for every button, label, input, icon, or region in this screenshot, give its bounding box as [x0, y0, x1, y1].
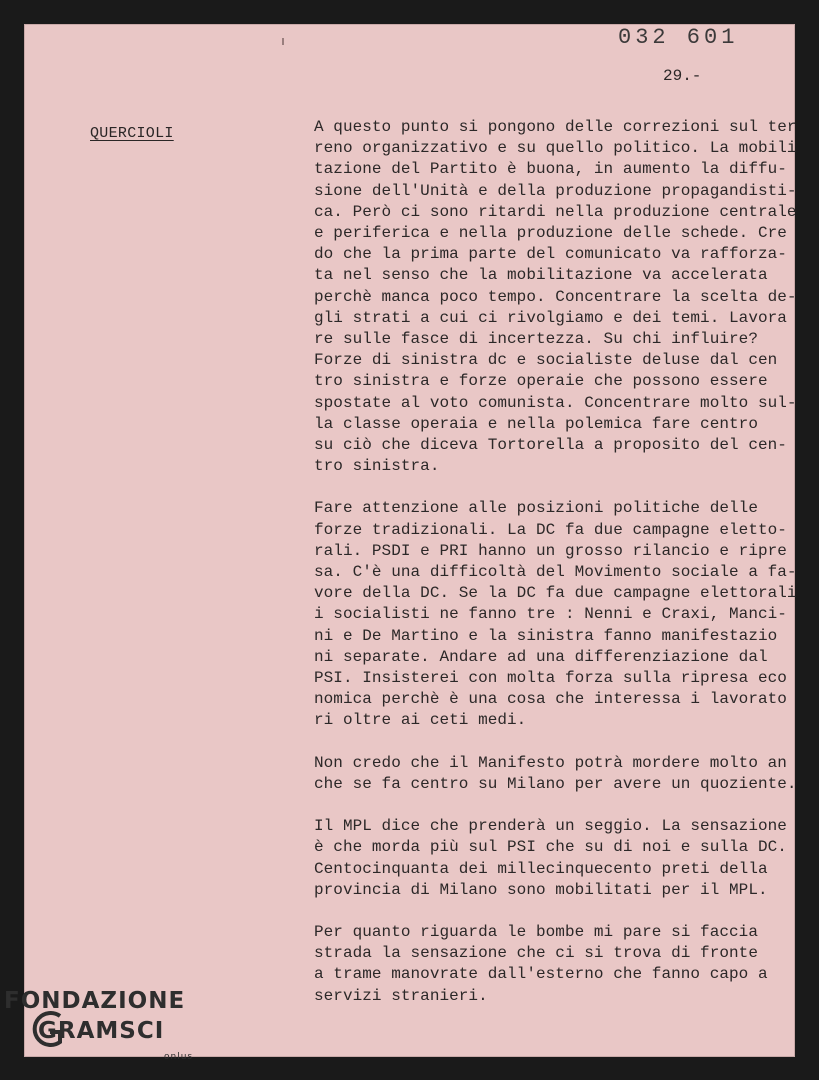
text-line: tro sinistra e forze operaie che possono essere: [314, 372, 768, 391]
archive-number: 032 601: [618, 25, 739, 50]
text-line: spostate al voto comunista. Concentrare molto sul-: [314, 393, 797, 412]
page-number: 29.-: [663, 67, 702, 85]
text-line: ri oltre ai ceti medi.: [314, 711, 527, 730]
text-line: re sulle fasce di incertezza. Su chi influire?: [314, 330, 758, 349]
text-line: Centocinquanta dei millecinquecento preti della: [314, 859, 768, 878]
text-line: ni e De Martino e la sinistra fanno manifestazio: [314, 626, 778, 645]
text-line: sione dell'Unità e della produzione propagandisti-: [314, 181, 797, 200]
text-line: su ciò che diceva Tortorella a proposito del cen-: [314, 436, 787, 455]
text-line: a trame manovrate dall'esterno che fanno capo a: [314, 965, 768, 984]
text-line: tro sinistra.: [314, 457, 440, 476]
logo-line-2: GRAMSCI: [38, 1018, 165, 1044]
text-line: Il MPL dice che prenderà un seggio. La sensazione: [314, 817, 787, 836]
text-line: la classe operaia e nella polemica fare centro: [314, 414, 758, 433]
text-line: che se fa centro su Milano per avere un quoziente.: [314, 774, 797, 793]
punch-mark: [282, 38, 284, 45]
paragraph: [314, 117, 797, 477]
text-line: perchè manca poco tempo. Concentrare la scelta de-: [314, 287, 797, 306]
text-line: i socialisti ne fanno tre : Nenni e Craxi, Manci-: [314, 605, 787, 624]
text-line: è che morda più sul PSI che su di noi e sulla DC.: [314, 838, 787, 857]
text-line: provincia di Milano sono mobilitati per il MPL.: [314, 880, 768, 899]
fondazione-gramsci-logo: [4, 988, 194, 1062]
text-line: tazione del Partito è buona, in aumento la diffu-: [314, 160, 787, 179]
text-line: servizi stranieri.: [314, 986, 488, 1005]
text-line: PSI. Insisterei con molta forza sulla ripresa eco: [314, 669, 787, 688]
text-line: gli strati a cui ci rivolgiamo e dei temi. Lavora: [314, 308, 787, 327]
document-body: [314, 117, 797, 1028]
text-line: forze tradizionali. La DC fa due campagne eletto-: [314, 520, 787, 539]
text-line: Per quanto riguarda le bombe mi pare si faccia: [314, 922, 758, 941]
text-line: strada la sensazione che ci si trova di fronte: [314, 944, 758, 963]
text-line: do che la prima parte del comunicato va rafforza-: [314, 245, 787, 264]
paragraph: [314, 498, 797, 731]
paragraph: [314, 753, 797, 795]
paragraph: [314, 816, 787, 901]
paragraph: [314, 922, 784, 1007]
logo-line-3: onlus: [164, 1052, 194, 1062]
text-line: nomica perchè è una cosa che interessa i lavorato: [314, 690, 787, 709]
text-line: Forze di sinistra dc e socialiste deluse dal cen: [314, 351, 778, 370]
text-line: ta nel senso che la mobilitazione va accelerata: [314, 266, 768, 285]
text-line: Fare attenzione alle posizioni politiche delle: [314, 499, 758, 518]
text-line: reno organizzativo e su quello politico. La mobili: [314, 139, 797, 158]
text-line: e periferica e nella produzione delle schede. Cre: [314, 224, 787, 243]
logo-line-1: FONDAZIONE: [4, 988, 186, 1014]
text-line: A questo punto si pongono delle correzioni sul ter: [314, 118, 797, 136]
text-line: ca. Però ci sono ritardi nella produzione centrale: [314, 202, 797, 221]
text-line: rali. PSDI e PRI hanno un grosso rilancio e ripre: [314, 541, 787, 560]
logo-mark-icon: [30, 1010, 66, 1050]
speaker-name: QUERCIOLI: [90, 125, 174, 142]
text-line: vore della DC. Se la DC fa due campagne elettorali: [314, 584, 797, 603]
text-line: sa. C'è una difficoltà del Movimento sociale a fa-: [314, 563, 797, 582]
text-line: ni separate. Andare ad una differenziazione dal: [314, 647, 768, 666]
text-line: Non credo che il Manifesto potrà mordere molto an: [314, 753, 787, 772]
document-page: [24, 24, 795, 1057]
